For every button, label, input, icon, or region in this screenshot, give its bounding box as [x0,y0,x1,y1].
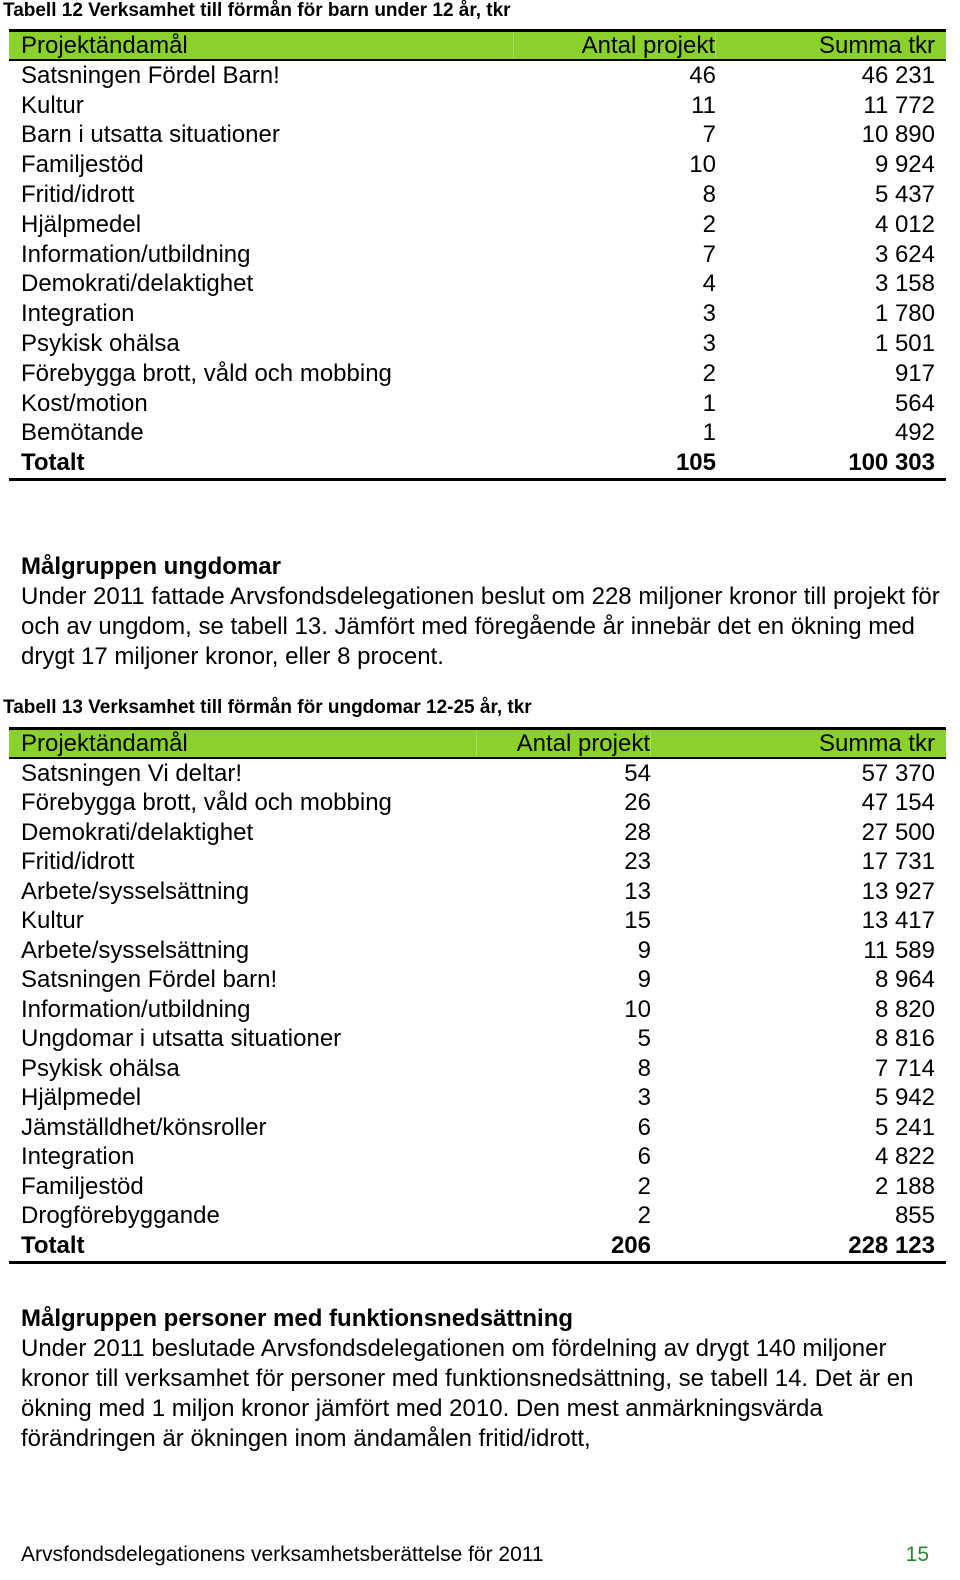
cell-count: 23 [624,848,651,876]
cell-sum: 3 158 [874,270,935,298]
table13-header-row [9,730,946,759]
table-row [9,359,946,389]
table-row [9,1143,946,1173]
col-header-purpose: Projektändamål [9,32,514,59]
cell-count: 10 [624,995,651,1023]
table-row [9,61,946,91]
table13 [9,727,946,1264]
table-row [9,848,946,878]
table-row [9,759,946,789]
section-youth [21,552,941,672]
cell-sum: 2 188 [874,1172,935,1200]
cell-sum: 917 [894,359,935,387]
cell-purpose: Information/utbildning [21,240,251,268]
cell-purpose: Demokrati/delaktighet [21,270,254,298]
table-row [9,1025,946,1055]
cell-purpose: Information/utbildning [21,995,251,1023]
cell-count: 3 [702,300,716,328]
col-header-sum: Summa tkr [818,32,935,59]
cell-purpose: Jämställdhet/könsroller [21,1113,267,1141]
table12-caption: Tabell 12 Verksamhet till förmån för barn under 12 år, tkr [3,0,511,21]
table-row [9,121,946,151]
table-row [9,877,946,907]
cell-count: 2 [702,210,716,238]
cell-purpose: Kultur [21,907,84,935]
section-disability [21,1304,941,1454]
total-label: Totalt [21,1231,85,1259]
page-number: 15 [905,1543,929,1566]
table-row [9,150,946,180]
cell-sum: 7 714 [874,1054,935,1082]
cell-purpose: Bemötande [21,419,144,447]
table-row [9,818,946,848]
table-row [9,1054,946,1084]
col-header-sum: Summa tkr [818,730,935,757]
cell-sum: 564 [894,389,935,417]
cell-count: 8 [702,181,716,209]
cell-purpose: Fritid/idrott [21,181,135,209]
section-youth-heading: Målgruppen ungdomar [21,553,281,580]
cell-purpose: Satsningen Vi deltar! [21,759,243,787]
cell-sum: 3 624 [874,240,935,268]
cell-purpose: Psykisk ohälsa [21,330,180,358]
cell-purpose: Integration [21,1143,135,1171]
cell-sum: 492 [894,419,935,447]
table13-total-row [9,1231,946,1261]
cell-count: 1 [702,419,716,447]
cell-count: 54 [624,759,651,787]
total-label: Totalt [21,449,85,477]
table-row [9,966,946,996]
cell-count: 5 [637,1025,651,1053]
cell-sum: 9 924 [874,151,935,179]
cell-count: 11 [691,91,716,119]
cell-purpose: Ungdomar i utsatta situationer [21,1025,342,1053]
cell-purpose: Arbete/sysselsättning [21,877,250,905]
cell-purpose: Förebygga brott, våld och mobbing [21,359,392,387]
table13-caption: Tabell 13 Verksamhet till förmån för ungdomar 12-25 år, tkr [3,697,532,718]
cell-purpose: Satsningen Fördel Barn! [21,61,280,89]
section-youth-text: Under 2011 fattade Arvsfondsdelegationen beslut om 228 miljoner kronor till projekt för och av ungdom, se tabell 13. Jämfört med föregående år innebär det en ökning med drygt 17 miljoner kronor, eller 8 procent. [21,583,940,670]
cell-count: 26 [624,789,651,817]
cell-count: 46 [689,61,716,89]
table12-body [9,61,946,448]
cell-purpose: Demokrati/delaktighet [21,818,254,846]
cell-purpose: Hjälpmedel [21,1084,142,1112]
footer-title: Arvsfondsdelegationens verksamhetsberättelse för 2011 [21,1543,544,1566]
cell-count: 7 [702,121,716,149]
cell-purpose: Familjestöd [21,151,144,179]
cell-sum: 4 012 [874,210,935,238]
cell-sum: 13 417 [861,907,935,935]
table-row [9,389,946,419]
cell-sum: 10 890 [861,121,935,149]
cell-sum: 27 500 [861,818,935,846]
table-row [9,995,946,1025]
cell-sum: 1 780 [874,300,935,328]
table-row [9,1202,946,1232]
cell-purpose: Kultur [21,91,84,119]
table12 [9,29,946,481]
cell-purpose: Familjestöd [21,1172,144,1200]
cell-purpose: Arbete/sysselsättning [21,936,250,964]
cell-purpose: Hjälpmedel [21,210,142,238]
col-header-count: Antal projekt [477,730,651,757]
col-header-purpose: Projektändamål [9,730,477,757]
cell-sum: 5 942 [874,1084,935,1112]
cell-count: 28 [624,818,651,846]
cell-count: 7 [702,240,716,268]
cell-sum: 4 822 [874,1143,935,1171]
cell-count: 4 [702,270,716,298]
table-row [9,419,946,449]
table-row [9,91,946,121]
table-row [9,1084,946,1114]
cell-count: 15 [624,907,651,935]
table12-header-row [9,32,946,61]
cell-count: 6 [637,1113,651,1141]
cell-sum: 8 816 [874,1025,935,1053]
cell-purpose: Integration [21,300,135,328]
cell-count: 10 [689,151,716,179]
cell-purpose: Drogförebyggande [21,1202,220,1230]
table13-bottom-rule [9,1261,946,1264]
table12-total-row [9,448,946,478]
table-row [9,329,946,359]
cell-purpose: Kost/motion [21,389,148,417]
cell-sum: 11 772 [863,91,935,119]
table13-body [9,759,946,1231]
cell-count: 3 [702,330,716,358]
cell-count: 1 [702,389,716,417]
cell-sum: 46 231 [861,61,935,89]
table-row [9,270,946,300]
table-row [9,1172,946,1202]
table-row [9,240,946,270]
total-count: 105 [675,449,716,477]
cell-sum: 1 501 [874,330,935,358]
section-disability-heading: Målgruppen personer med funktionsnedsättning [21,1305,574,1332]
cell-count: 8 [637,1054,651,1082]
total-sum: 228 123 [848,1231,935,1259]
cell-purpose: Psykisk ohälsa [21,1054,180,1082]
cell-sum: 8 820 [874,995,935,1023]
table-row [9,180,946,210]
cell-count: 3 [637,1084,651,1112]
cell-count: 2 [637,1202,651,1230]
total-sum: 100 303 [848,449,935,477]
table-row [9,299,946,329]
cell-count: 6 [637,1143,651,1171]
cell-count: 2 [702,359,716,387]
table-row [9,1113,946,1143]
table-row [9,789,946,819]
cell-sum: 5 437 [874,181,935,209]
total-count: 206 [610,1231,651,1259]
cell-sum: 57 370 [861,759,935,787]
cell-count: 13 [624,877,651,905]
cell-sum: 47 154 [861,789,935,817]
cell-count: 2 [637,1172,651,1200]
table12-bottom-rule [9,478,946,481]
col-header-count: Antal projekt [514,32,716,59]
cell-sum: 11 589 [863,936,935,964]
cell-purpose: Satsningen Fördel barn! [21,966,278,994]
table-row [9,210,946,240]
cell-count: 9 [637,936,651,964]
cell-sum: 5 241 [874,1113,935,1141]
cell-sum: 855 [894,1202,935,1230]
cell-sum: 17 731 [861,848,935,876]
table-row [9,936,946,966]
cell-count: 9 [637,966,651,994]
cell-sum: 8 964 [874,966,935,994]
cell-purpose: Fritid/idrott [21,848,135,876]
table-row [9,907,946,937]
cell-sum: 13 927 [861,877,935,905]
section-disability-text: Under 2011 beslutade Arvsfondsdelegationen om fördelning av drygt 140 miljoner kronor till verksamhet för personer med funktionsnedsättning, se tabell 14. Det är en ökning med 1 miljon kronor jämfört med 2010. Den mest anmärkningsvärda förändringen är ökningen inom ändamålen fritid/idrott, [21,1335,914,1452]
cell-purpose: Förebygga brott, våld och mobbing [21,789,392,817]
page-footer [21,1543,929,1567]
cell-purpose: Barn i utsatta situationer [21,121,280,149]
